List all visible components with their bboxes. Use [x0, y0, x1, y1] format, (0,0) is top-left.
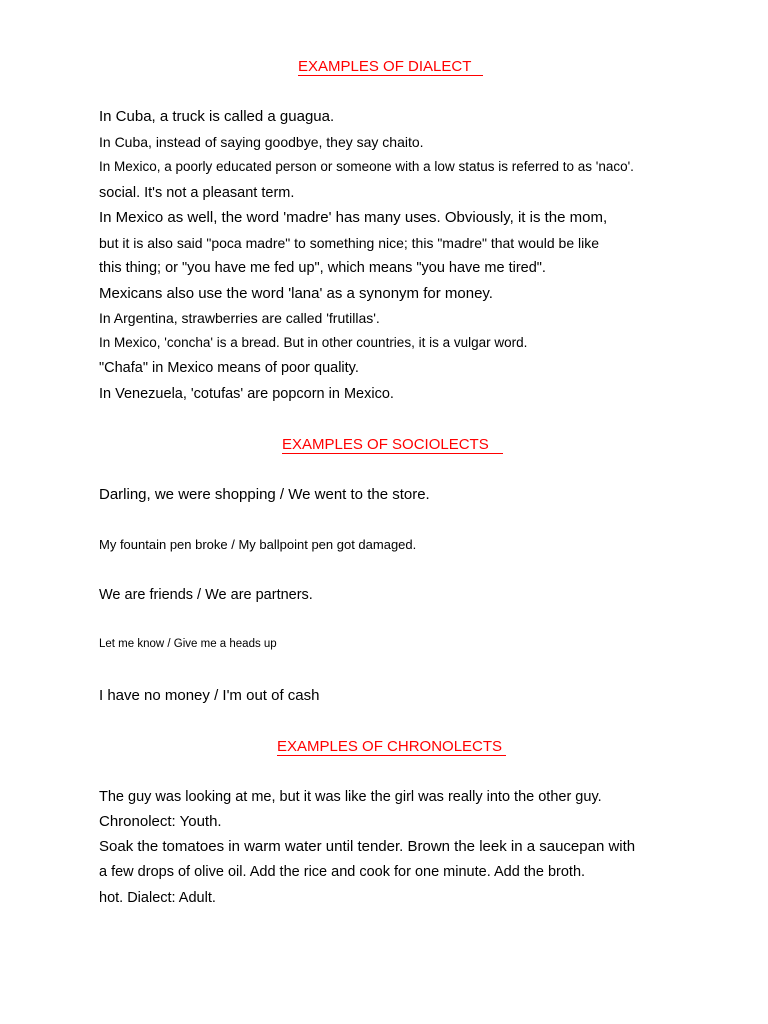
sociolect-line: My fountain pen broke / My ballpoint pen got damaged. — [99, 537, 417, 552]
dialect-line: this thing; or "you have me fed up", which means "you have me tired". — [99, 260, 546, 276]
dialect-line: In Cuba, instead of saying goodbye, they say chaito. — [99, 134, 424, 150]
dialect-line: In Mexico, 'concha' is a bread. But in other countries, it is a vulgar word. — [99, 335, 528, 350]
section-heading-chronolects: EXAMPLES OF CHRONOLECTS — [277, 739, 506, 756]
dialect-line: "Chafa" in Mexico means of poor quality. — [99, 360, 359, 376]
dialect-line: In Cuba, a truck is called a guagua. — [99, 108, 335, 125]
dialect-line: In Argentina, strawberries are called 'frutillas'. — [99, 310, 380, 326]
sociolect-line: Let me know / Give me a heads up — [99, 638, 277, 650]
section-heading-sociolects: EXAMPLES OF SOCIOLECTS — [282, 437, 503, 454]
dialect-line: Mexicans also use the word 'lana' as a synonym for money. — [99, 285, 493, 302]
sociolect-line: I have no money / I'm out of cash — [99, 687, 320, 704]
section-heading-dialect: EXAMPLES OF DIALECT — [298, 59, 483, 76]
dialect-line: but it is also said "poca madre" to something nice; this "madre" that would be like — [99, 235, 600, 251]
chronolect-line: hot. Dialect: Adult. — [99, 890, 216, 906]
chronolect-line: Soak the tomatoes in warm water until tender. Brown the leek in a saucepan with — [99, 838, 636, 855]
dialect-line: In Venezuela, 'cotufas' are popcorn in Mexico. — [99, 386, 394, 402]
sociolect-line: Darling, we were shopping / We went to the store. — [99, 486, 430, 503]
chronolect-line: Chronolect: Youth. — [99, 813, 222, 830]
dialect-line: In Mexico, a poorly educated person or someone with a low status is referred to as 'naco'. — [99, 159, 634, 174]
dialect-line: social. It's not a pleasant term. — [99, 185, 295, 201]
dialect-line: In Mexico as well, the word 'madre' has many uses. Obviously, it is the mom, — [99, 209, 608, 226]
sociolect-line: We are friends / We are partners. — [99, 587, 313, 603]
chronolect-line: a few drops of olive oil. Add the rice and cook for one minute. Add the broth. — [99, 864, 586, 880]
chronolect-line: The guy was looking at me, but it was like the girl was really into the other guy. — [99, 789, 602, 805]
